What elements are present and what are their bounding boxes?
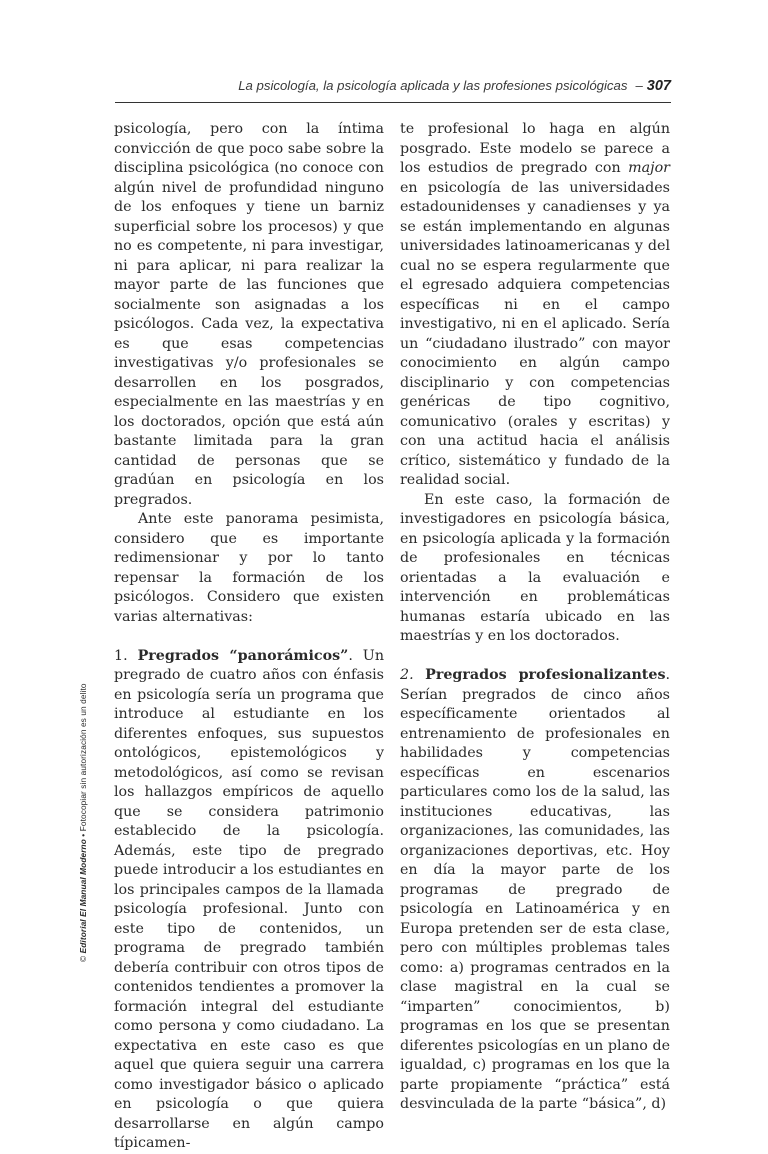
list-item-1-number: 1.: [114, 647, 128, 664]
left-paragraph-2: Ante este panorama pesimista, considero que es importante redimensionar y por lo tanto repensar la formación de los psicólogos. Considero que existen varias alternativas:: [114, 511, 384, 625]
header-rule: [115, 102, 671, 103]
list-item-1-title: Pregrados “panorámicos”: [137, 647, 349, 664]
running-title: La psicología, la psicología aplicada y las profesiones psicológicas: [238, 78, 628, 93]
left-column: [114, 120, 384, 1154]
list-item-2-number: 2.: [400, 667, 414, 683]
copyright-notice: • Fotocopiar sin autorización es un delito: [78, 683, 88, 837]
left-paragraph-1: psicología, pero con la íntima convicción de que poco sabe sobre la disciplina psicológica (no conoce con algún nivel de profundidad ninguno de los enfoques y tiene un barniz superficial sobre los procesos) y que no es competente, ni para investigar, ni para aplicar, ni para realizar la mayor parte de las funciones que socialmente son asignadas a los psicólogos. Cada vez, la expectativa es que esas competencias investigativas y/o profesionales se desarrollen en los posgrados, especialmente en las maestrías y en los doctorados, opción que está aún bastante limitada para la gran cantidad de personas que se gradúan en psicología en los pregrados.: [114, 121, 384, 508]
list-item-2-title: Pregrados profesionalizantes: [425, 667, 666, 683]
right-paragraph-2: En este caso, la formación de investigadores en psicología básica, en psicología aplicada y la formación de profesionales en técnicas orientadas a la evaluación e intervención en problemáticas humanas estaría ubicado en las maestrías y en los doctorados.: [400, 491, 670, 644]
copyright-symbol: ©: [78, 955, 88, 962]
right-paragraph-1-a: te profesional lo haga en algún posgrado. Este modelo se parece a los estudios de pregrado con: [400, 121, 670, 176]
publisher-name: Editorial El Manual Moderno: [78, 839, 88, 954]
list-item-1-text: . Un pregrado de cuatro años con énfasis en psicología sería un programa que introduce al estudiante en los diferentes enfoques, sus supuestos ontológicos, epistemológicos y metodológicos, así como se revisan los hallazgos empíricos de aquello que se considera patrimonio establecido de la psicología. Además, este tipo de pregrado puede introducir a los estudiantes en los principales campos de la llamada psicología profesional. Junto con este tipo de contenidos, un programa de pregrado también debería contribuir con otros tipos de contenidos tendientes a promover la formación integral del estudiante como persona y como ciudadano. La expectativa en este caso es que aquel que quiera seguir una carrera como investigador básico o aplicado en psicología o que quiera desarrollarse en algún campo típicamen-: [114, 647, 384, 1151]
right-paragraph-1-b: en psicología de las universidades estadounidenses y canadienses y ya se están implementando en algunas universidades latinoamericanas y del cual no se espera regularmente que el egresado adquiera competencias específicas ni en el campo investigativo, ni en el aplicado. Sería un “ciudadano ilustrado” con mayor conocimiento en algún campo disciplinario y con competencias genéricas de tipo cognitivo, comunicativo (orales y escritas) y con una actitud hacia el análisis crítico, sistemático y fundado de la realidad social.: [400, 179, 670, 488]
side-credit: [78, 683, 88, 962]
right-column: [400, 120, 670, 1115]
header-dash: –: [635, 78, 643, 93]
list-item-2: [400, 666, 670, 1115]
list-item-1: [114, 647, 384, 1154]
running-head: [115, 78, 671, 94]
major-emphasis: major: [628, 160, 670, 176]
page-number: 307: [646, 78, 671, 94]
list-item-2-text: . Serían pregrados de cinco años específicamente orientados al entrenamiento de profesionales en habilidades y competencias específicas en escenarios particulares como los de la salud, las instituciones educativas, las organizaciones, las comunidades, las organizaciones deportivas, etc. Hoy en día la mayor parte de los programas de pregrado de psicología en Latinoamérica y en Europa pretenden ser de esta clase, pero con múltiples problemas tales como: a) programas centrados en la clase magistral en la cual se “imparten” conocimientos, b) programas en los que se presentan diferentes psicologías en un plano de igualdad, c) programas en los que la parte propiamente “práctica” está desvinculada de la parte “básica”, d): [400, 667, 671, 1112]
right-paragraph-1: [400, 120, 670, 491]
